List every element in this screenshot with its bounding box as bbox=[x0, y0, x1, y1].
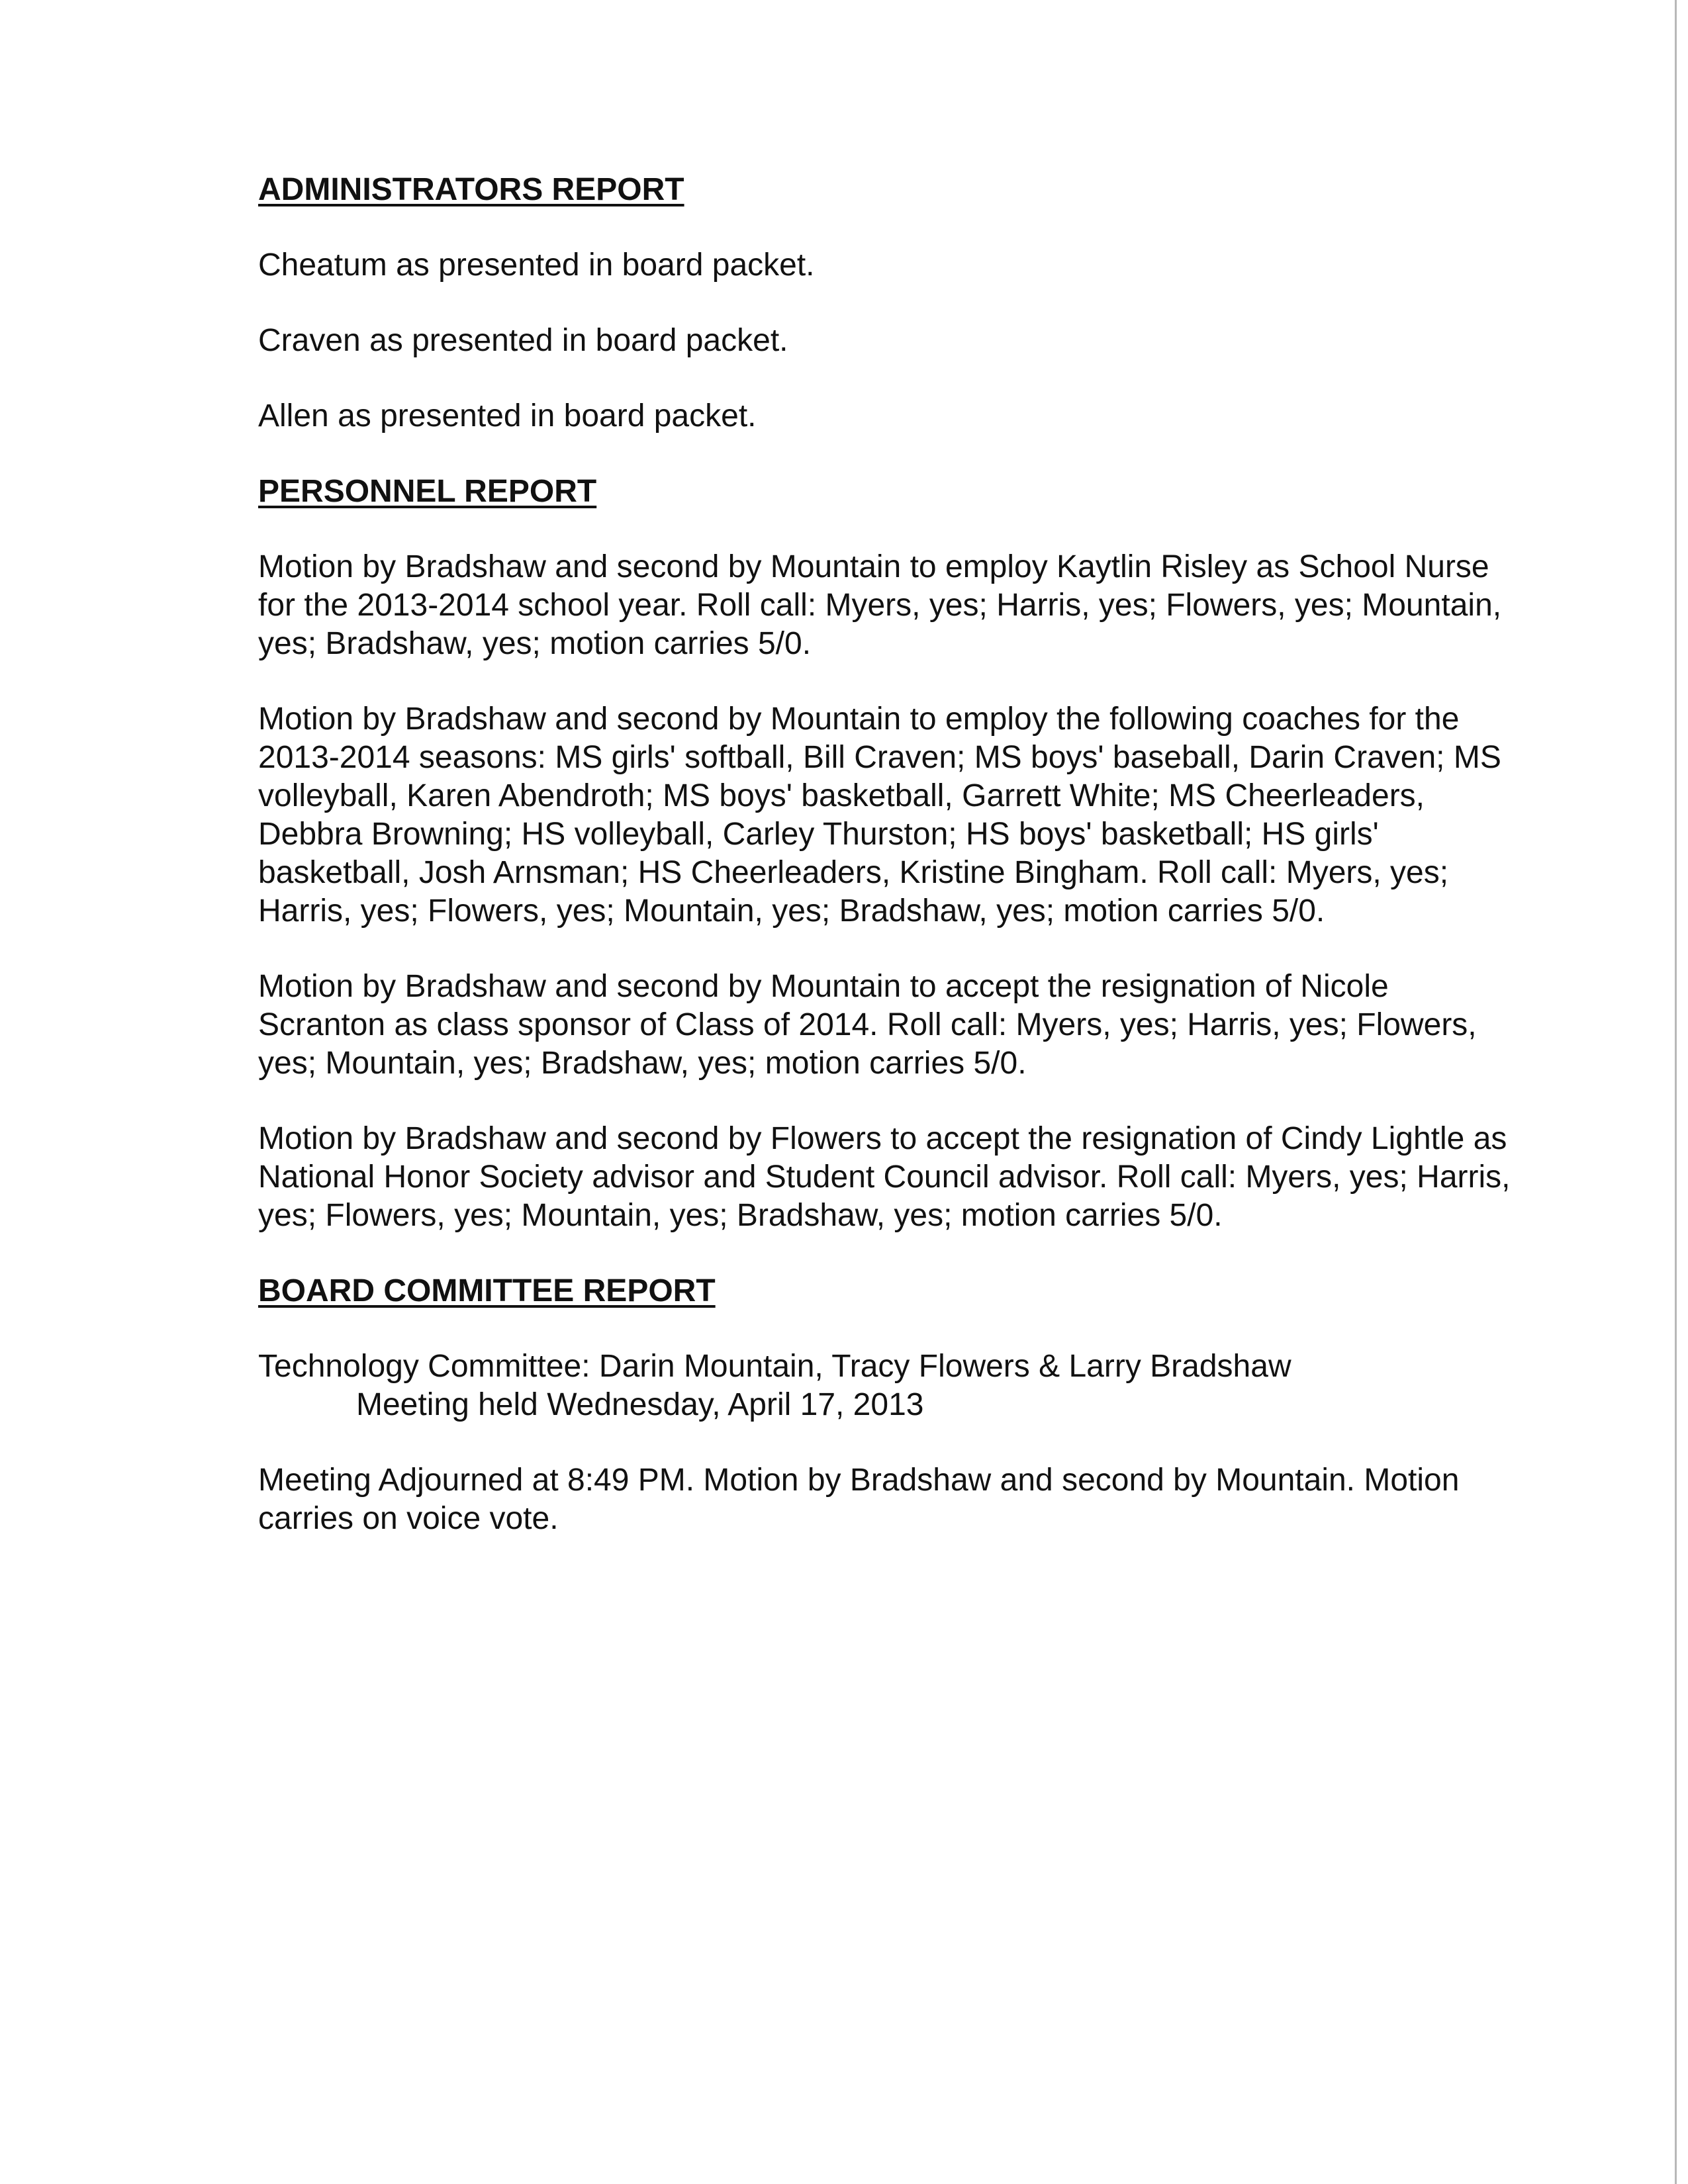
motion-resignation-lightle: Motion by Bradshaw and second by Flowers to accept the resignation of Cindy Lightle as National Honor Society advisor and Student Council advisor. Roll call: Myers, yes; Harris, yes; Flowers, yes; Mountain, yes; Bradshaw, yes; motion carries 5/0. bbox=[258, 1121, 1511, 1233]
scan-edge-line bbox=[1675, 0, 1677, 2184]
admin-line-cheatum: Cheatum as presented in board packet. bbox=[258, 248, 815, 283]
administrators-report-heading: ADMINISTRATORS REPORT bbox=[258, 172, 684, 207]
admin-line-allen: Allen as presented in board packet. bbox=[258, 398, 757, 433]
motion-resignation-scranton: Motion by Bradshaw and second by Mountain to accept the resignation of Nicole Scranton as class sponsor of Class of 2014. Roll call: Myers, yes; Harris, yes; Flowers, yes; Mountain, yes; Bradshaw, yes; motion carries 5/0. bbox=[258, 969, 1477, 1081]
technology-committee-line: Technology Committee: Darin Mountain, Tracy Flowers & Larry Bradshaw bbox=[258, 1349, 1291, 1384]
admin-line-craven: Craven as presented in board packet. bbox=[258, 323, 788, 358]
minutes-content bbox=[258, 171, 1516, 1538]
technology-committee-entry bbox=[258, 1347, 1516, 1424]
motion-school-nurse: Motion by Bradshaw and second by Mountain to employ Kaytlin Risley as School Nurse for the 2013-2014 school year. Roll call: Myers, yes; Harris, yes; Flowers, yes; Mountain, yes; Bradshaw, yes; motion carries 5/0. bbox=[258, 549, 1502, 661]
meeting-adjourned: Meeting Adjourned at 8:49 PM. Motion by Bradshaw and second by Mountain. Motion carries on voice vote. bbox=[258, 1463, 1460, 1536]
personnel-report-heading: PERSONNEL REPORT bbox=[258, 474, 597, 509]
motion-coaches: Motion by Bradshaw and second by Mountain to employ the following coaches for the 2013-2014 seasons: MS girls' softball, Bill Craven; MS boys' baseball, Darin Craven; MS volleyball, Karen Abendroth; MS boys' basketball, Garrett White; MS Cheerleaders, Debbra Browning; HS volleyball, Carley Thurston; HS boys' basketball; HS girls' basketball, Josh Arnsman; HS Cheerleaders, Kristine Bingham. Roll call: Myers, yes; Harris, yes; Flowers, yes; Mountain, yes; Bradshaw, yes; motion carries 5/0. bbox=[258, 702, 1501, 929]
technology-meeting-line: Meeting held Wednesday, April 17, 2013 bbox=[356, 1387, 924, 1422]
board-committee-report-heading: BOARD COMMITTEE REPORT bbox=[258, 1273, 716, 1308]
